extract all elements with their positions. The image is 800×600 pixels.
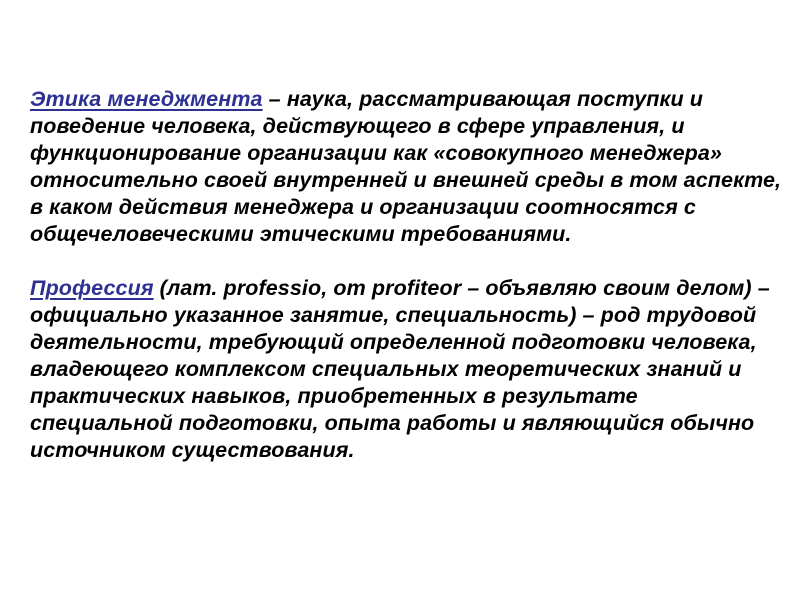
term-ethics-of-management: Этика менеджмента (30, 87, 263, 111)
definition-paragraph-profession (30, 275, 786, 464)
definitions-text-block (30, 86, 786, 464)
definition-paragraph-ethics (30, 86, 786, 248)
term-profession: Профессия (30, 276, 154, 300)
definition-body-ethics: – наука, рассматривающая поступки и поведение человека, действующего в сфере управления, и функционирование организации как «совокупного менеджера» относительно своей внутренней и внешней среды в том аспекте, в каком действия менеджера и организации соотносятся с общечеловеческими этическими требованиями. (30, 87, 782, 246)
definition-body-profession: (лат. professio, от profiteor – объявляю своим делом) – официально указанное занятие, специальность) – род трудовой деятельности, требующий определенной подготовки человека, владеющего комплексом специальных теоретических знаний и практических навыков, приобретенных в результате специальной подготовки, опыта работы и являющийся обычно источником существования. (30, 276, 770, 462)
